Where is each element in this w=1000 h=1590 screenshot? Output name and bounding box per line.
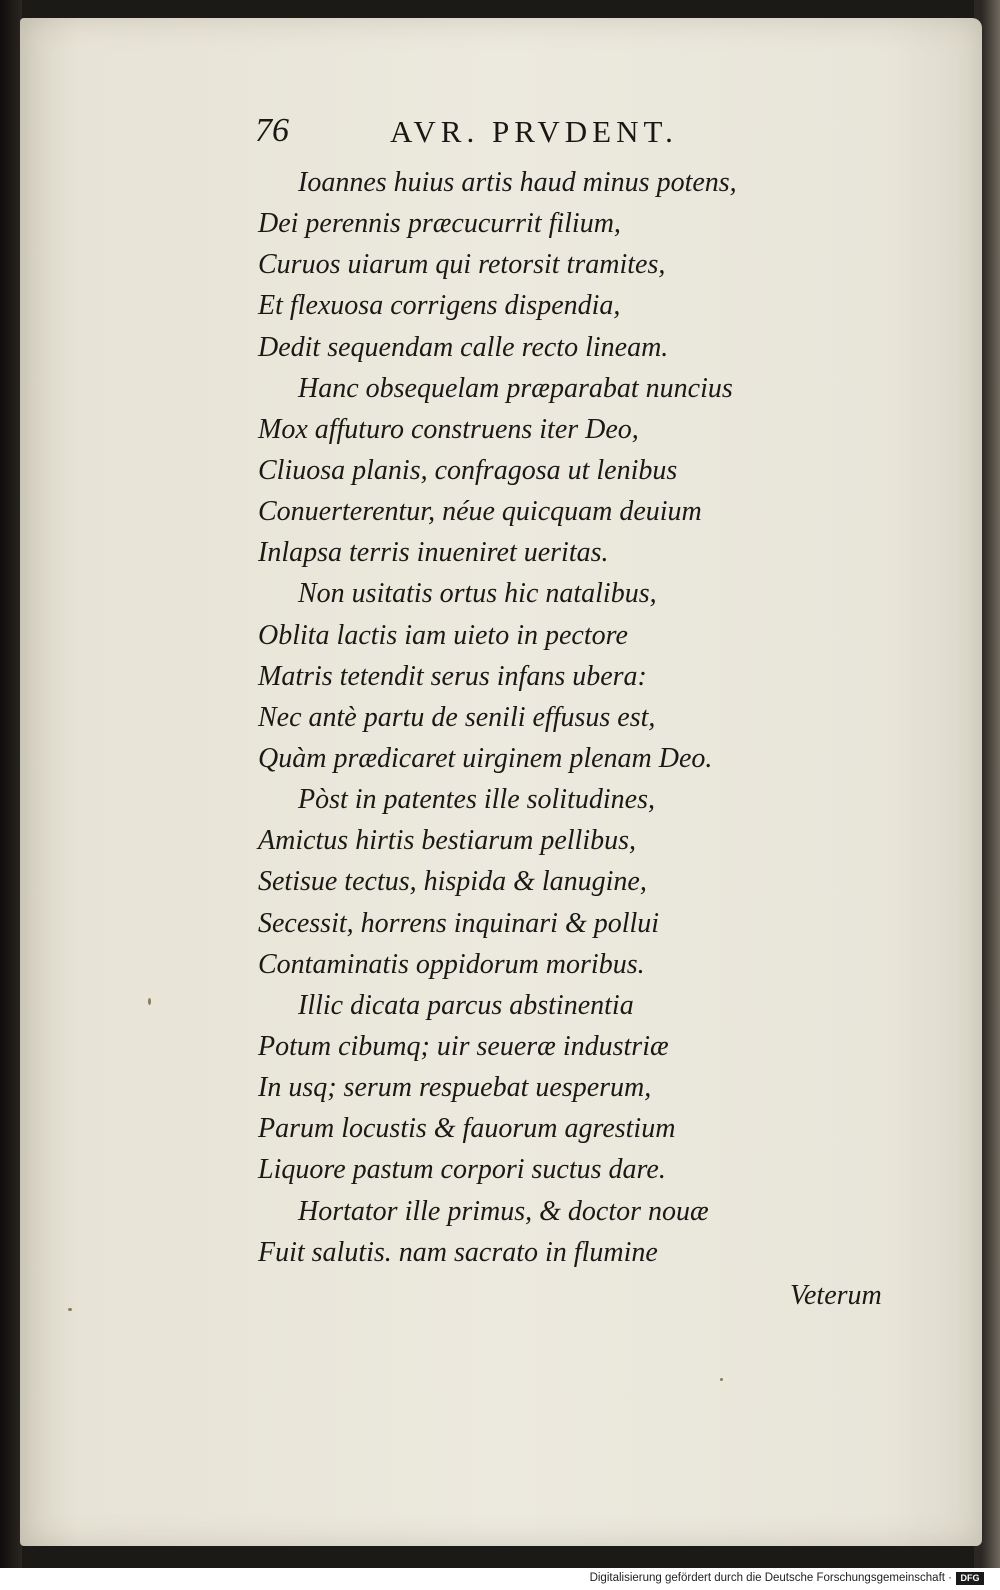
verse-line: Contaminatis oppidorum moribus. — [258, 948, 645, 980]
verse-line: Quàm prædicaret uirginem plenam Deo. — [258, 742, 713, 774]
running-head — [255, 112, 775, 152]
verse-line: Conuerterentur, néue quicquam deuium — [258, 496, 702, 528]
verse-line: Setisue tectus, hispida & lanugine, — [258, 866, 647, 898]
verse-line: Curuos uiarum qui retorsit tramites, — [258, 249, 666, 281]
footer-credit: Digitalisierung gefördert durch die Deutsche Forschungsgemeinschaft · — [589, 1572, 952, 1584]
verse-line: Oblita lactis iam uieto in pectore — [258, 619, 628, 651]
binding-shadow — [0, 0, 22, 1568]
verse-line: Illic dicata parcus abstinentia — [298, 989, 634, 1021]
verse-line: Hortator ille primus, & doctor nouæ — [298, 1195, 709, 1227]
verse-line: Liquore pastum corpori suctus dare. — [258, 1154, 666, 1186]
verse-line: Inlapsa terris inueniret ueritas. — [258, 537, 609, 569]
verse-line: In usq; serum respuebat uesperum, — [258, 1072, 652, 1104]
catchword: Veterum — [790, 1280, 882, 1311]
verse-line: Mox affuturo construens iter Deo, — [258, 413, 639, 445]
verse-line: Dedit sequendam calle recto lineam. — [258, 331, 669, 363]
verse-line: Ioannes huius artis haud minus potens, — [298, 167, 737, 198]
dfg-logo: DFG — [956, 1572, 984, 1585]
verse-line: Non usitatis ortus hic natalibus, — [298, 578, 657, 610]
verse-line: Pòst in patentes ille solitudines, — [298, 784, 655, 816]
verse-block — [258, 162, 818, 1273]
verse-line: Nec antè partu de senili effusus est, — [258, 701, 656, 733]
verse-line: Amictus hirtis bestiarum pellibus, — [258, 825, 636, 857]
verse-line: Potum cibumq; uir seueræ industriæ — [258, 1030, 669, 1062]
verse-line: Et flexuosa corrigens dispendia, — [258, 290, 621, 322]
verse-line: Cliuosa planis, confragosa ut lenibus — [258, 454, 678, 486]
verse-line: Matris tetendit serus infans ubera: — [258, 660, 647, 692]
paper-speck — [720, 1378, 723, 1381]
running-title: AVR. PRVDENT. — [390, 114, 678, 149]
verse-line: Dei perennis præcucurrit filium, — [258, 208, 621, 240]
digitization-footer — [0, 1568, 1000, 1590]
paper-speck — [148, 998, 151, 1005]
page-number: 76 — [255, 112, 289, 149]
verse-line: Fuit salutis. nam sacrato in flumine — [258, 1236, 658, 1268]
verse-line: Secessit, horrens inquinari & pollui — [258, 907, 660, 939]
paper-speck — [68, 1308, 72, 1311]
verse-line: Parum locustis & fauorum agrestium — [258, 1113, 676, 1145]
verse-line: Hanc obsequelam præparabat nuncius — [298, 372, 733, 404]
